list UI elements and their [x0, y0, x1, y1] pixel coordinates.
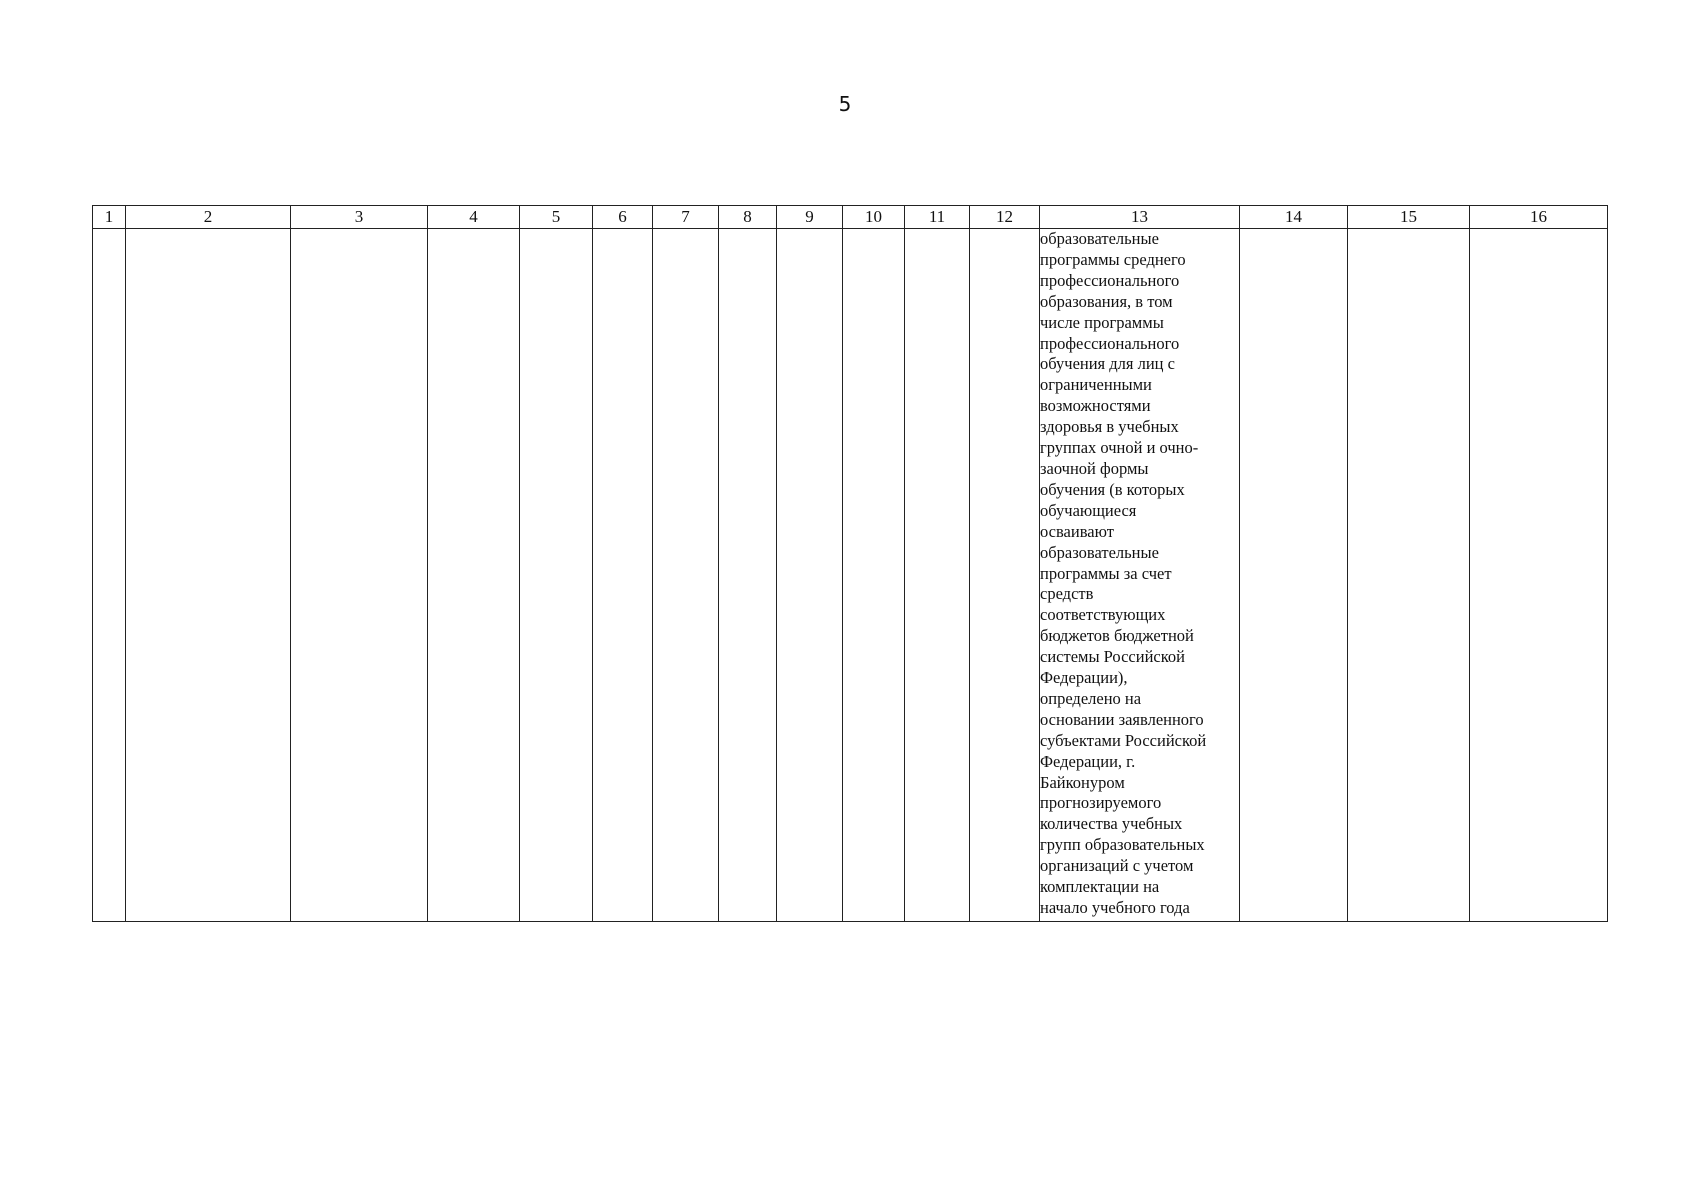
cell-text-line: определено на — [1040, 688, 1142, 708]
column-header-4: 4 — [428, 206, 520, 229]
cell-text-line: образовательные — [1040, 542, 1159, 562]
cell-text-line: здоровья в учебных — [1040, 417, 1179, 437]
cell-col-13 — [1040, 229, 1240, 922]
column-header-9: 9 — [777, 206, 843, 229]
cell-text-line: прогнозируемого — [1040, 793, 1162, 813]
column-header-11: 11 — [905, 206, 970, 229]
cell-text-line: Байконуром — [1040, 772, 1125, 792]
cell-text-line: начало учебного года — [1040, 898, 1190, 917]
cell-text-line: осваивают — [1040, 521, 1114, 541]
column-header-13: 13 — [1040, 206, 1240, 229]
column-header-3: 3 — [291, 206, 428, 229]
cell-col-4 — [428, 229, 520, 922]
cell-col-6 — [593, 229, 653, 922]
cell-col-14 — [1240, 229, 1348, 922]
column-header-15: 15 — [1348, 206, 1470, 229]
cell-col-10 — [843, 229, 905, 922]
cell-text-line: бюджетов бюджетной — [1040, 626, 1194, 646]
cell-text-line: Федерации, г. — [1040, 751, 1136, 771]
column-header-1: 1 — [93, 206, 126, 229]
cell-text-line: количества учебных — [1040, 814, 1183, 834]
column-header-6: 6 — [593, 206, 653, 229]
cell-col-7 — [653, 229, 719, 922]
cell-text-line: системы Российской — [1040, 647, 1185, 667]
cell-text-line: обучающиеся — [1040, 500, 1137, 520]
cell-col-9 — [777, 229, 843, 922]
cell-text-line: возможностями — [1040, 396, 1151, 416]
column-header-12: 12 — [970, 206, 1040, 229]
cell-text-line: основании заявленного — [1040, 709, 1204, 729]
cell-text-line: профессионального — [1040, 270, 1180, 290]
cell-text-line: соответствующих — [1040, 605, 1166, 625]
cell-text-line: ограниченными — [1040, 375, 1152, 395]
data-table — [92, 205, 1608, 922]
column-header-14: 14 — [1240, 206, 1348, 229]
cell-col-12 — [970, 229, 1040, 922]
cell-col-8 — [719, 229, 777, 922]
column-header-7: 7 — [653, 206, 719, 229]
cell-text-line: организаций с учетом — [1040, 856, 1194, 876]
cell-col-2 — [126, 229, 291, 922]
cell-text-line: заочной формы — [1040, 458, 1149, 478]
cell-text-line: числе программы — [1040, 312, 1164, 332]
column-header-2: 2 — [126, 206, 291, 229]
cell-text-line: обучения для лиц с — [1040, 354, 1175, 374]
cell-text-line: программы за счет — [1040, 563, 1172, 583]
cell-text-line: обучения (в которых — [1040, 479, 1185, 499]
cell-text-line: образовательные — [1040, 229, 1159, 248]
cell-col-3 — [291, 229, 428, 922]
cell-col-16 — [1470, 229, 1608, 922]
column-header-5: 5 — [520, 206, 593, 229]
cell-col-15 — [1348, 229, 1470, 922]
cell-col-11 — [905, 229, 970, 922]
column-header-8: 8 — [719, 206, 777, 229]
page-number: 5 — [838, 92, 852, 116]
column-header-10: 10 — [843, 206, 905, 229]
header-row — [93, 206, 1608, 229]
cell-text-line: средств — [1040, 584, 1094, 604]
column-header-16: 16 — [1470, 206, 1608, 229]
cell-text-line: субъектами Российской — [1040, 730, 1207, 750]
table-row — [93, 229, 1608, 922]
cell-text-line: групп образовательных — [1040, 835, 1205, 855]
cell-text-line: образования, в том — [1040, 291, 1173, 311]
cell-text-line: группах очной и очно- — [1040, 438, 1199, 458]
cell-text-line: профессионального — [1040, 333, 1180, 353]
cell-col-1 — [93, 229, 126, 922]
cell-text-line: программы среднего — [1040, 249, 1186, 269]
cell-text-line: Федерации), — [1040, 668, 1128, 688]
cell-text-line: комплектации на — [1040, 877, 1160, 897]
cell-col-5 — [520, 229, 593, 922]
